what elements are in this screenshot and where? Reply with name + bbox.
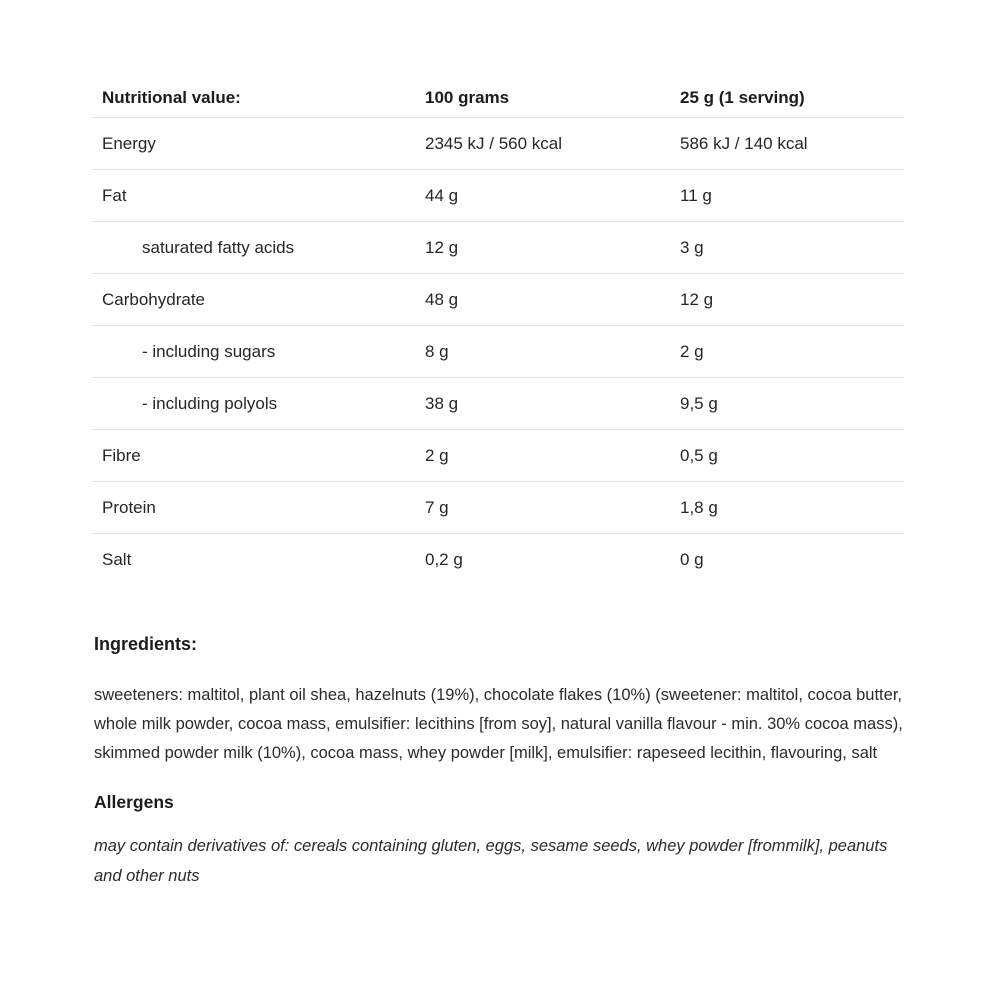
table-row-protein bbox=[92, 482, 904, 534]
nutrient-label: - including sugars bbox=[142, 341, 276, 361]
table-row-including-polyols bbox=[92, 378, 904, 430]
value-per-serving: 586 kJ / 140 kcal bbox=[680, 133, 808, 153]
value-per-100g: 44 g bbox=[425, 185, 459, 205]
table-row-fibre bbox=[92, 430, 904, 482]
nutrition-table bbox=[92, 78, 904, 586]
value-per-serving: 3 g bbox=[680, 237, 704, 257]
table-row-fat bbox=[92, 170, 904, 222]
nutrient-label: Salt bbox=[102, 550, 132, 569]
value-per-100g: 8 g bbox=[425, 341, 449, 361]
value-per-100g: 0,2 g bbox=[425, 550, 463, 569]
value-per-serving: 0 g bbox=[680, 550, 704, 569]
allergens-text: may contain derivatives of: cereals containing gluten, eggs, sesame seeds, whey powder [frommilk], peanuts and other nuts bbox=[94, 837, 888, 885]
nutrient-label: Carbohydrate bbox=[102, 289, 206, 309]
nutrient-label: - including polyols bbox=[142, 393, 278, 413]
value-per-100g: 12 g bbox=[425, 237, 459, 257]
nutrition-section bbox=[92, 78, 904, 891]
column-header-serving: 25 g (1 serving) bbox=[680, 87, 805, 107]
value-per-100g: 48 g bbox=[425, 289, 459, 309]
nutrient-label: saturated fatty acids bbox=[142, 237, 295, 257]
allergens-heading: Allergens bbox=[94, 792, 174, 812]
ingredients-heading: Ingredients: bbox=[94, 634, 198, 654]
value-per-serving: 0,5 g bbox=[680, 445, 718, 465]
table-row-saturated-fatty-acids bbox=[92, 222, 904, 274]
table-row-energy bbox=[92, 118, 904, 170]
value-per-serving: 11 g bbox=[680, 185, 712, 205]
column-header-nutritional-value: Nutritional value: bbox=[102, 87, 241, 107]
value-per-serving: 2 g bbox=[680, 341, 704, 361]
value-per-serving: 12 g bbox=[680, 289, 714, 309]
ingredients-text: sweeteners: maltitol, plant oil shea, hazelnuts (19%), chocolate flakes (10%) (sweetener: maltitol, cocoa butter, whole milk powder, cocoa mass, emulsifier: lecithins [from soy], natural vanilla flavour - min. 30% cocoa mass), skimmed powder milk (10%), cocoa mass, whey powder [milk], emulsifier: rapeseed lecithin, flavouring, salt bbox=[94, 686, 903, 762]
table-header-row bbox=[92, 78, 904, 118]
value-per-100g: 2345 kJ / 560 kcal bbox=[425, 133, 563, 153]
nutrient-label: Energy bbox=[102, 133, 156, 153]
nutrient-label: Fibre bbox=[102, 445, 141, 465]
value-per-100g: 7 g bbox=[425, 497, 449, 517]
column-header-100-grams: 100 grams bbox=[425, 87, 510, 107]
table-row-including-sugars bbox=[92, 326, 904, 378]
nutrient-label: Protein bbox=[102, 497, 156, 517]
value-per-serving: 1,8 g bbox=[680, 497, 718, 517]
table-row-salt bbox=[92, 534, 904, 586]
value-per-serving: 9,5 g bbox=[680, 393, 718, 413]
value-per-100g: 38 g bbox=[425, 393, 459, 413]
value-per-100g: 2 g bbox=[425, 445, 449, 465]
nutrient-label: Fat bbox=[102, 185, 127, 205]
table-row-carbohydrate bbox=[92, 274, 904, 326]
